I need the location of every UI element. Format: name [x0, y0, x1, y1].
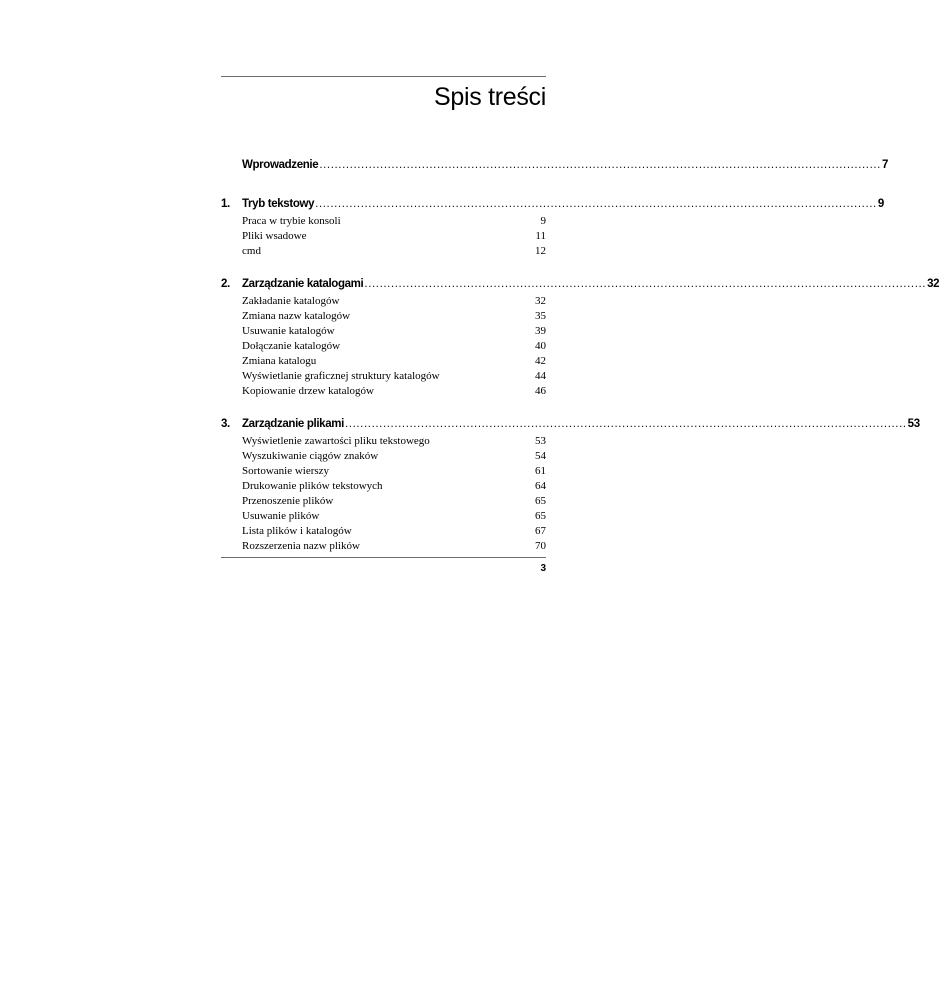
section-page: 12: [535, 245, 546, 257]
intro-title: Wprowadzenie: [242, 159, 319, 171]
section-page: 32: [535, 295, 546, 307]
section-title: Usuwanie katalogów: [242, 325, 335, 337]
section-entry[interactable]: [221, 434, 546, 449]
section-entry[interactable]: [221, 309, 546, 324]
dot-leader: ....................................................................................................................................................: [315, 198, 877, 210]
section-entry[interactable]: [221, 369, 546, 384]
section-title: Lista plików i katalogów: [242, 525, 352, 537]
dot-leader: ....................................................................................................................................................: [364, 278, 927, 290]
section-title: cmd: [242, 245, 261, 257]
section-title: Drukowanie plików tekstowych: [242, 480, 383, 492]
dot-leader: ....................................................................................................................................................: [345, 418, 907, 430]
toc-intro[interactable]: [221, 158, 889, 172]
section-page: 40: [535, 340, 546, 352]
section-page: 65: [535, 510, 546, 522]
section-title: Wyświetlanie graficznej struktury katalogów: [242, 370, 440, 382]
section-entry[interactable]: [221, 294, 546, 309]
chapter-heading[interactable]: [221, 277, 939, 291]
toc-chapter: [221, 197, 884, 259]
section-entry[interactable]: [221, 339, 546, 354]
chapter-list: [221, 197, 939, 554]
section-title: Pliki wsadowe: [242, 230, 307, 242]
chapter-page: 9: [877, 198, 884, 210]
section-title: Praca w trybie konsoli: [242, 215, 341, 227]
intro-page: 7: [881, 159, 889, 171]
chapter-title: Zarządzanie plikami: [242, 418, 344, 430]
bottom-rule: [221, 557, 546, 558]
section-entry[interactable]: [221, 539, 546, 554]
toc-chapter: [221, 277, 939, 399]
toc-chapter: [221, 417, 920, 554]
section-page: 46: [535, 385, 546, 397]
section-title: Wyświetlenie zawartości pliku tekstowego: [242, 435, 430, 447]
section-page: 39: [535, 325, 546, 337]
chapter-title: Zarządzanie katalogami: [242, 278, 364, 290]
top-rule: [221, 76, 546, 77]
section-title: Przenoszenie plików: [242, 495, 334, 507]
section-title: Rozszerzenia nazw plików: [242, 540, 360, 552]
dot-leader: ....................................................................................................................................................: [319, 159, 881, 171]
section-page: 42: [535, 355, 546, 367]
section-entry[interactable]: [221, 449, 546, 464]
section-page: 70: [535, 540, 546, 552]
chapter-page: 53: [907, 418, 920, 430]
chapter-heading[interactable]: [221, 417, 920, 431]
section-page: 35: [535, 310, 546, 322]
section-title: Kopiowanie drzew katalogów: [242, 385, 374, 397]
section-page: 44: [535, 370, 546, 382]
section-entry[interactable]: [221, 324, 546, 339]
section-entry[interactable]: [221, 509, 546, 524]
section-title: Dołączanie katalogów: [242, 340, 341, 352]
chapter-page: 32: [927, 278, 939, 290]
table-of-contents: [221, 158, 939, 572]
section-page: 11: [535, 230, 546, 242]
section-title: Zmiana katalogu: [242, 355, 317, 367]
section-title: Usuwanie plików: [242, 510, 320, 522]
section-entry[interactable]: [221, 229, 546, 244]
section-entry[interactable]: [221, 214, 546, 229]
section-page: 54: [535, 450, 546, 462]
chapter-number: 3.: [221, 418, 230, 430]
section-page: 65: [535, 495, 546, 507]
chapter-heading[interactable]: [221, 197, 884, 211]
section-page: 64: [535, 480, 546, 492]
section-page: 61: [535, 465, 546, 477]
section-title: Zakładanie katalogów: [242, 295, 340, 307]
section-entry[interactable]: [221, 494, 546, 509]
section-entry[interactable]: [221, 354, 546, 369]
section-title: Sortowanie wierszy: [242, 465, 330, 477]
section-entry[interactable]: [221, 524, 546, 539]
chapter-number: 2.: [221, 278, 230, 290]
section-page: 53: [535, 435, 546, 447]
chapter-title: Tryb tekstowy: [242, 198, 315, 210]
page-title: Spis treści: [433, 83, 546, 111]
section-page: 9: [540, 215, 546, 227]
section-title: Wyszukiwanie ciągów znaków: [242, 450, 379, 462]
section-entry[interactable]: [221, 244, 546, 259]
chapter-number: 1.: [221, 198, 230, 210]
section-entry[interactable]: [221, 384, 546, 399]
page-number: 3: [540, 563, 546, 574]
section-entry[interactable]: [221, 479, 546, 494]
section-entry[interactable]: [221, 464, 546, 479]
section-page: 67: [535, 525, 546, 537]
section-title: Zmiana nazw katalogów: [242, 310, 351, 322]
